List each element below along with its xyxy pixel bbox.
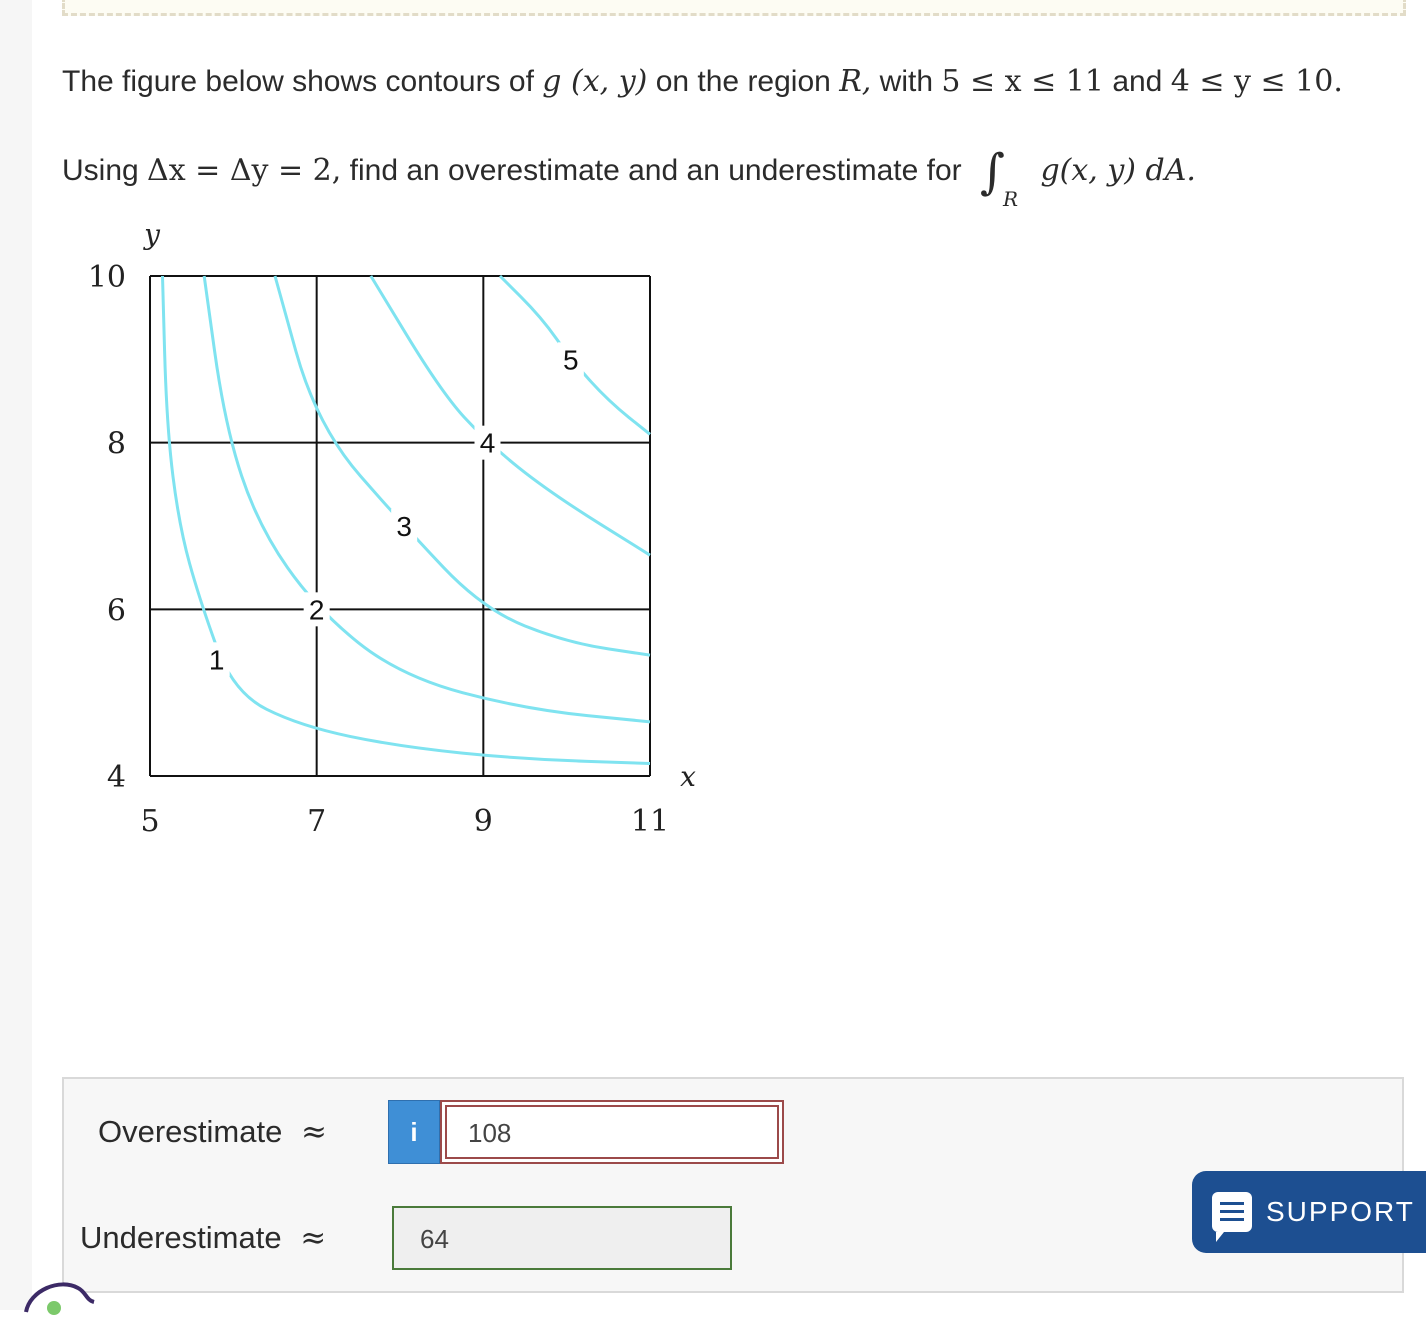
integral-subscript: R bbox=[1003, 187, 1019, 211]
y-axis-label: y bbox=[144, 218, 160, 251]
region-symbol: R, bbox=[839, 64, 872, 99]
overestimate-label: Overestimate ≈ bbox=[98, 1114, 327, 1150]
question-text: on the region bbox=[655, 65, 831, 98]
x-tick-label: 5 bbox=[140, 804, 160, 839]
question-text: and bbox=[1112, 65, 1163, 98]
contour-label-5: 5 bbox=[563, 344, 579, 376]
integrand: g(x, y) dA. bbox=[1040, 153, 1196, 188]
left-gutter bbox=[0, 0, 32, 1310]
contour-label-1: 1 bbox=[208, 644, 225, 676]
question-text: find an overestimate and an underestimate for bbox=[349, 154, 962, 187]
question-text: with bbox=[879, 65, 934, 98]
x-tick-label: 11 bbox=[630, 804, 670, 839]
question-text: Using bbox=[62, 154, 139, 187]
support-label: SUPPORT bbox=[1266, 1196, 1415, 1227]
y-tick-label: 10 bbox=[87, 260, 126, 295]
question-line-1 bbox=[62, 64, 1343, 99]
previous-part-divider bbox=[62, 0, 1406, 16]
x-axis-label: x bbox=[680, 760, 696, 793]
info-icon[interactable]: i bbox=[388, 1100, 440, 1164]
contour-label-3: 3 bbox=[396, 511, 412, 542]
x-range: 5 ≤ x ≤ 11 bbox=[941, 64, 1104, 99]
chat-icon bbox=[1212, 1192, 1252, 1232]
contour-line-3 bbox=[275, 276, 650, 655]
avatar-icon bbox=[20, 1272, 100, 1332]
overestimate-input[interactable] bbox=[468, 1116, 748, 1150]
question-text: The figure below shows contours of bbox=[62, 65, 534, 98]
x-tick-label: 9 bbox=[473, 804, 493, 839]
underestimate-label: Underestimate ≈ bbox=[80, 1220, 327, 1256]
underestimate-field[interactable] bbox=[392, 1206, 732, 1270]
support-button[interactable] bbox=[1192, 1171, 1426, 1253]
integral-icon: ∫ bbox=[980, 144, 1006, 200]
y-tick-label: 6 bbox=[106, 593, 126, 629]
overestimate-field[interactable] bbox=[440, 1100, 784, 1164]
y-range: 4 ≤ y ≤ 10. bbox=[1170, 64, 1343, 99]
contour-label-4: 4 bbox=[479, 427, 496, 459]
contour-plot bbox=[60, 210, 720, 840]
question-line-2 bbox=[62, 136, 1196, 211]
contour-label-2: 2 bbox=[308, 594, 325, 626]
y-tick-label: 4 bbox=[106, 760, 126, 795]
step-size: Δx = Δy = 2, bbox=[147, 153, 342, 188]
y-tick-label: 8 bbox=[106, 426, 126, 462]
underestimate-input[interactable] bbox=[420, 1222, 700, 1256]
function-notation: g (x, y) bbox=[542, 64, 648, 99]
x-tick-label: 7 bbox=[307, 804, 327, 839]
